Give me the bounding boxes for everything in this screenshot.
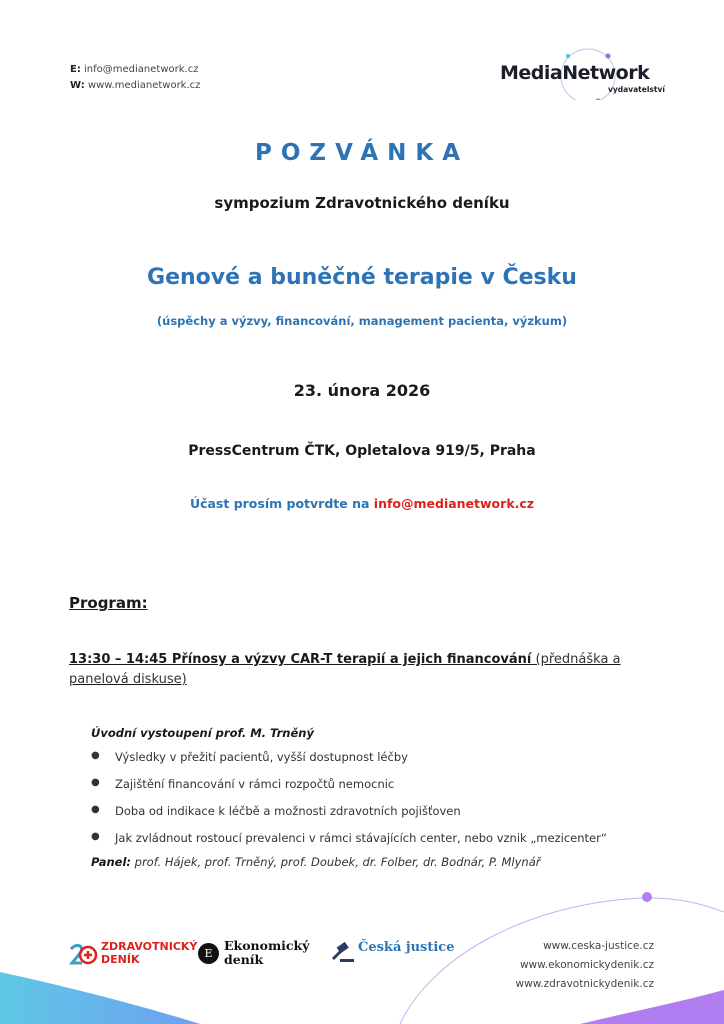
ed-logo-icon: E (198, 943, 219, 964)
topic-list (91, 750, 607, 858)
program-heading: Program: (69, 594, 148, 612)
list-item: ● Jak zvládnout rostoucí prevalenci v rámci stávajících center, nebo vznik „mezicenter“ (91, 831, 607, 845)
panel-members: Panel: prof. Hájek, prof. Trněný, prof. Doubek, dr. Folber, dr. Bodnár, P. Mlynář (91, 855, 541, 869)
event-headline: Genové a buněčné terapie v Česku (147, 265, 577, 290)
list-item: ● Doba od indikace k léčbě a možnosti zdravotních pojišťoven (91, 804, 461, 818)
web-link[interactable]: www.medianetwork.cz (87, 80, 201, 91)
url-ceska-justice[interactable]: www.ceska-justice.cz (543, 940, 654, 952)
contact-email: E: info@medianetwork.cz (70, 64, 199, 75)
bullet-icon: ● (91, 831, 100, 842)
contact-block (70, 62, 200, 94)
event-date: 23. února 2026 (293, 381, 431, 400)
arc-dot (642, 892, 652, 902)
event-venue: PressCentrum ČTK, Opletalova 919/5, Praha (188, 443, 536, 459)
session-title: 13:30 – 14:45 Přínosy a výzvy CAR-T terapií a jejich financování (přednáška a panelová diskuse) (69, 652, 621, 687)
footer-urls (516, 937, 654, 994)
cyan-wave (0, 972, 200, 1024)
medianetwork-logo: MediaNetwork vydavatelství (500, 40, 660, 100)
event-subtitle: sympozium Zdravotnického deníku (214, 194, 510, 212)
url-ekonomicky-denik[interactable]: www.ekonomickydenik.cz (519, 959, 654, 971)
rsvp-email-link[interactable]: info@medianetwork.cz (373, 496, 535, 511)
page-title: POZVÁNKA (255, 140, 469, 166)
event-topics: (úspěchy a výzvy, financování, management pacienta, výzkum) (156, 314, 568, 328)
bullet-icon: ● (91, 777, 100, 788)
purple-wave (580, 990, 724, 1024)
bullet-icon: ● (91, 804, 100, 815)
url-zdravotnicky-denik[interactable]: www.zdravotnickydenik.cz (515, 978, 654, 990)
email-link[interactable]: info@medianetwork.cz (84, 64, 199, 75)
contact-web: W: www.medianetwork.cz (70, 80, 201, 91)
intro-speaker: Úvodní vystoupení prof. M. Trněný (91, 726, 314, 740)
rsvp-line: Účast prosím potvrdte na info@medianetwork.cz (189, 496, 535, 511)
gavel-icon (330, 942, 356, 964)
list-item: ● Výsledky v přežití pacientů, vyšší dostupnost léčby (91, 750, 408, 764)
bullet-icon: ● (91, 750, 100, 761)
list-item: ● Zajištění financování v rámci rozpočtů nemocnic (91, 777, 395, 791)
zd-logo-icon (68, 943, 98, 967)
